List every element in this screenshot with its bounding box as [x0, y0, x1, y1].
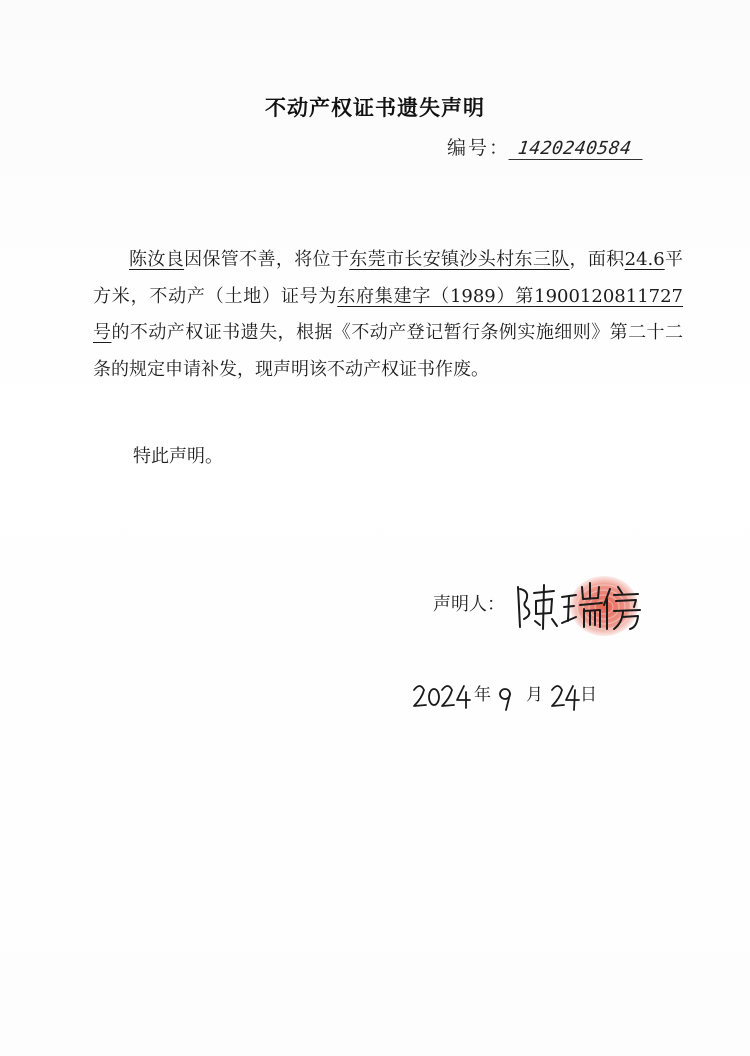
- document-title: 不动产权证书遗失声明: [265, 96, 485, 120]
- declarant-label: 声明人：: [433, 594, 505, 615]
- declaration-paragraph: [93, 242, 683, 388]
- closing-statement: 特此声明。: [133, 446, 223, 467]
- paragraph-text-2: ，面积: [569, 249, 625, 270]
- serial-value: 1420240584: [508, 138, 645, 160]
- owner-name: 陈汝良: [129, 249, 185, 270]
- handwritten-signature: [510, 565, 650, 645]
- date-year-label: 年: [474, 685, 491, 705]
- certificate-suffix: 号: [93, 322, 112, 343]
- serial-label: 编号：: [447, 137, 511, 159]
- certificate-prefix: 东府集建字（1989）第: [337, 285, 535, 307]
- property-location: 东莞市长安镇沙头村东三队: [349, 249, 570, 270]
- date-row: [410, 678, 610, 718]
- paragraph-text-1: 因保管不善，将位于: [184, 249, 350, 270]
- paragraph-text-4: 的不动产权证书遗失，根据《不动产登记暂行条例实施细则》第二十二条的规定申请补发，现声明该不动产权证书作废。: [93, 322, 683, 380]
- serial-number-row: [447, 133, 644, 159]
- date-month-label: 月: [526, 685, 543, 705]
- date-day-label: 日: [580, 685, 597, 705]
- property-area: 24.6: [624, 249, 665, 270]
- certificate-number: 1900120811727: [534, 285, 684, 307]
- signature-block: [510, 565, 650, 645]
- paragraph-text-3: 平方米，不动产（土地）证号为: [93, 249, 684, 307]
